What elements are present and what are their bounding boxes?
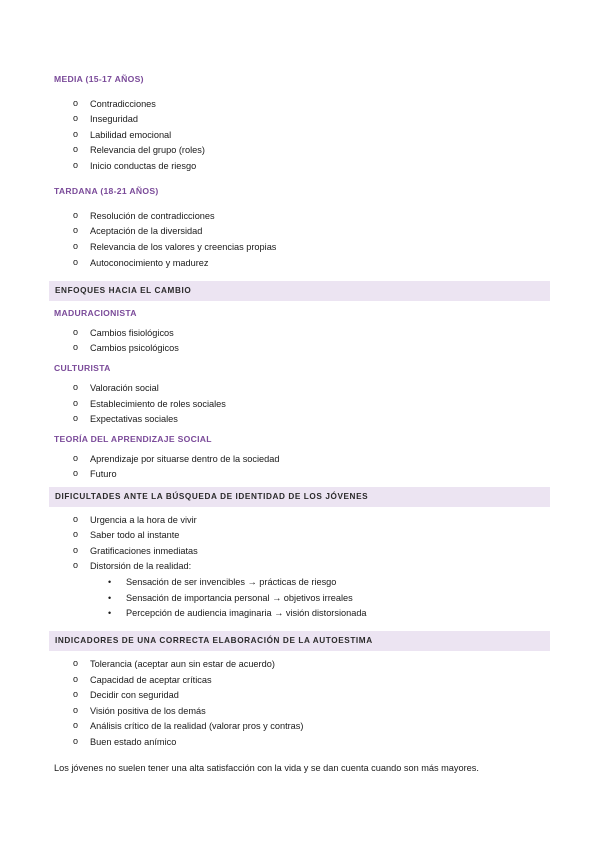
section-band-indicadores (49, 631, 550, 651)
section-heading: DIFICULTADES ANTE LA BÚSQUEDA DE IDENTIDAD DE LOS JÓVENES (55, 492, 369, 501)
bullet: o (73, 514, 79, 524)
bullet: o (73, 382, 79, 392)
bullet: o (73, 736, 79, 746)
section-band-enfoques (49, 281, 550, 301)
subheading-culturista: CULTURISTA (54, 363, 111, 373)
subheading-maduracionista: MADURACIONISTA (54, 308, 137, 318)
bullet: o (73, 241, 79, 251)
bullet: o (73, 342, 79, 352)
bullet: o (73, 210, 79, 220)
bullet: o (73, 113, 79, 123)
bullet: o (73, 160, 79, 170)
bullet: o (73, 658, 79, 668)
bullet: o (73, 144, 79, 154)
bullet: o (73, 398, 79, 408)
bullet: • (108, 577, 112, 587)
closing-paragraph: Los jóvenes no suelen tener una alta satisfacción con la vida y se dan cuenta cuando son más mayores. (54, 763, 479, 773)
bullet: o (73, 453, 79, 463)
bullet: o (73, 674, 79, 684)
bullet: o (73, 327, 79, 337)
bullet: o (73, 468, 79, 478)
bullet: o (73, 705, 79, 715)
bullet: o (73, 129, 79, 139)
bullet: o (73, 225, 79, 235)
subheading-media: MEDIA (15-17 AÑOS) (54, 74, 144, 84)
bullet: • (108, 593, 112, 603)
document-page: MEDIA (15-17 AÑOS) o Contradicciones o Inseguridad o Labilidad emocional o Relevancia del grupo (roles) o Inicio conductas de riesgo TARDANA (18-21 AÑOS) o Resolución de contradicciones o Aceptación de la diversidad o Relevancia de los valores y creencias propias o Autoconocimiento y madurez ENFOQUES HACIA EL CAMBIO MADURACIONISTA o Cambios fisiológicos o Cambios psicológicos CULTURISTA o Valoración social o Establecimiento de roles sociales o Expectativas sociales TEORÍA DEL APRENDIZAJE SOCIAL o Aprendizaje por situarse dentro de la sociedad o Futuro DIFICULTADES ANTE LA BÚSQUEDA DE IDENTIDAD DE LOS JÓVENES o Urgencia a la hora de vivir o Saber todo al instante o Gratificaciones inmediatas o Distorsión de la realidad: • Sensación de ser invencibles → prácticas de riesgo • Sensación de importancia personal → objetivos irreales • Percepción de audiencia imaginaria → visión distorsionada INDICADORES DE UNA CORRECTA ELABORACIÓN DE LA AUTOESTIMA o Tolerancia (aceptar aun sin estar de acuerdo) o Capacidad de aceptar críticas o Decidir con seguridad o Visión positiva de los demás o Análisis crítico de la realidad (valorar pros y contras) o Buen estado anímico Los jóvenes no suelen tener una alta satisfacción con la vida y se dan cuenta cuando son más mayores. (0, 0, 599, 848)
bullet: o (73, 257, 79, 267)
bullet: o (73, 98, 79, 108)
section-heading: INDICADORES DE UNA CORRECTA ELABORACIÓN DE LA AUTOESTIMA (55, 636, 373, 645)
bullet: o (73, 413, 79, 423)
bullet: o (73, 560, 79, 570)
subheading-tardana: TARDANA (18-21 AÑOS) (54, 186, 159, 196)
bullet: o (73, 545, 79, 555)
section-band-dificultades (49, 487, 550, 507)
bullet: o (73, 720, 79, 730)
bullet: • (108, 608, 112, 618)
bullet: o (73, 529, 79, 539)
bullet: o (73, 689, 79, 699)
subheading-teoria: TEORÍA DEL APRENDIZAJE SOCIAL (54, 434, 212, 444)
section-heading: ENFOQUES HACIA EL CAMBIO (55, 286, 192, 295)
